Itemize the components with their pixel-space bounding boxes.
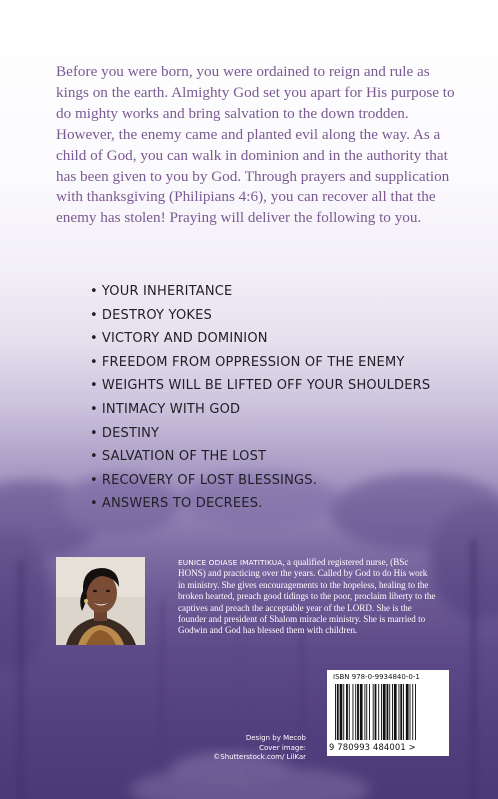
list-item-label: VICTORY AND DOMINION <box>101 331 268 347</box>
author-bio-text: , a qualified registered nurse, (BSc HONS) and practicing over the years. Called by God to do His work in ministry. She gives encouragements to the hopeless, healing to the broken hearted, preach good tidings to the poor, proclaim liberty to the captives and preach the acceptable year of the LORD. She is the founder and president of Shalom miracle ministry. She is married to Godwin and God has blessed them with children. <box>178 557 436 636</box>
bullet-dot: • <box>90 496 98 512</box>
list-item-label: ANSWERS TO DECREES. <box>101 496 263 512</box>
list-item-label: DESTINY <box>101 425 160 441</box>
bullet-dot: • <box>90 284 98 299</box>
isbn-label: ISBN 978-0-9934840-0-1 <box>333 673 420 681</box>
list-item-label: WEIGHTS WILL BE LIFTED OFF YOUR SHOULDERS <box>101 378 431 394</box>
barcode-bar <box>403 684 404 740</box>
barcode-bar <box>373 684 374 740</box>
list-item-label: YOUR INHERITANCE <box>101 284 233 299</box>
barcode-bar <box>335 684 336 740</box>
barcode-bar <box>355 684 356 740</box>
barcode-bar <box>360 684 363 740</box>
barcode-bar <box>378 684 379 740</box>
author-name: EUNICE ODIASE IMATITIKUA <box>178 558 283 567</box>
barcode-number: 9 780993 484001 > <box>329 742 416 752</box>
list-item <box>90 351 430 375</box>
barcode-bar <box>392 684 393 740</box>
barcode-bar <box>346 684 348 740</box>
list-item <box>90 422 430 446</box>
bullet-dot: • <box>90 425 98 441</box>
barcode-bar <box>410 684 411 740</box>
cover-image-source: ©Shutterstock.com/ LilKar <box>213 753 306 762</box>
list-item-label: INTIMACY WITH GOD <box>101 401 241 417</box>
barcode-bar <box>369 684 370 740</box>
author-portrait-icon <box>56 557 145 645</box>
cover-credits <box>196 734 306 763</box>
bullet-dot: • <box>90 354 98 370</box>
author-bio <box>178 557 436 637</box>
list-item-label: SALVATION OF THE LOST <box>101 449 267 465</box>
barcode-bar <box>387 684 389 740</box>
list-item <box>90 304 430 328</box>
back-cover-blurb: Before you were born, you were ordained to reign and rule as kings on the earth. Almighty God set you apart for His purpose to do mighty works and bring salvation to the down trodden. However, the enemy came and planted evil along the way. As a child of God, you can walk in dominion and in the authority that has been given to you by God. Through prayers and supplication with thanksgiving (Philipians 4:6), you can recover all that the enemy has stolen! Praying will deliver the following to you. <box>56 63 455 227</box>
barcode-bar <box>415 684 416 740</box>
barcode-bar <box>366 684 367 740</box>
barcode-bar <box>400 684 402 740</box>
list-item <box>90 327 430 351</box>
barcode-bar <box>340 684 343 740</box>
bullet-dot: • <box>90 472 98 488</box>
barcode-bar <box>383 684 386 740</box>
list-item-label: FREEDOM FROM OPPRESSION OF THE ENEMY <box>101 354 405 370</box>
bullet-dot: • <box>90 378 98 394</box>
barcode-bar <box>349 684 350 740</box>
barcode-bar <box>352 684 353 740</box>
bullet-dot: • <box>90 401 98 417</box>
list-item <box>90 374 430 398</box>
barcode-bar <box>381 684 382 740</box>
list-item-label: DESTROY YOKES <box>101 307 212 323</box>
barcode-bars <box>335 684 443 740</box>
list-item <box>90 445 430 469</box>
barcode-bar <box>337 684 339 740</box>
bullet-dot: • <box>90 449 98 465</box>
list-item <box>90 469 430 493</box>
barcode-bar <box>357 684 359 740</box>
barcode-bar <box>375 684 377 740</box>
bullet-dot: • <box>90 331 98 347</box>
list-item <box>90 492 430 516</box>
design-credit: Design by Mecob <box>245 734 306 742</box>
barcode-bar <box>412 684 413 740</box>
isbn-barcode <box>327 670 449 756</box>
list-item <box>90 280 430 304</box>
bullet-dot: • <box>90 307 98 323</box>
author-photo <box>56 557 145 645</box>
barcode-bar <box>406 684 409 740</box>
barcode-bar <box>389 684 390 740</box>
benefits-list <box>90 280 430 516</box>
list-item-label: RECOVERY OF LOST BLESSINGS. <box>101 472 318 488</box>
barcode-bar <box>398 684 399 740</box>
barcode-bar <box>394 684 397 740</box>
cover-image-label: Cover image: <box>259 743 306 752</box>
list-item <box>90 398 430 422</box>
barcode-bar <box>364 684 365 740</box>
barcode-bar <box>343 684 344 740</box>
